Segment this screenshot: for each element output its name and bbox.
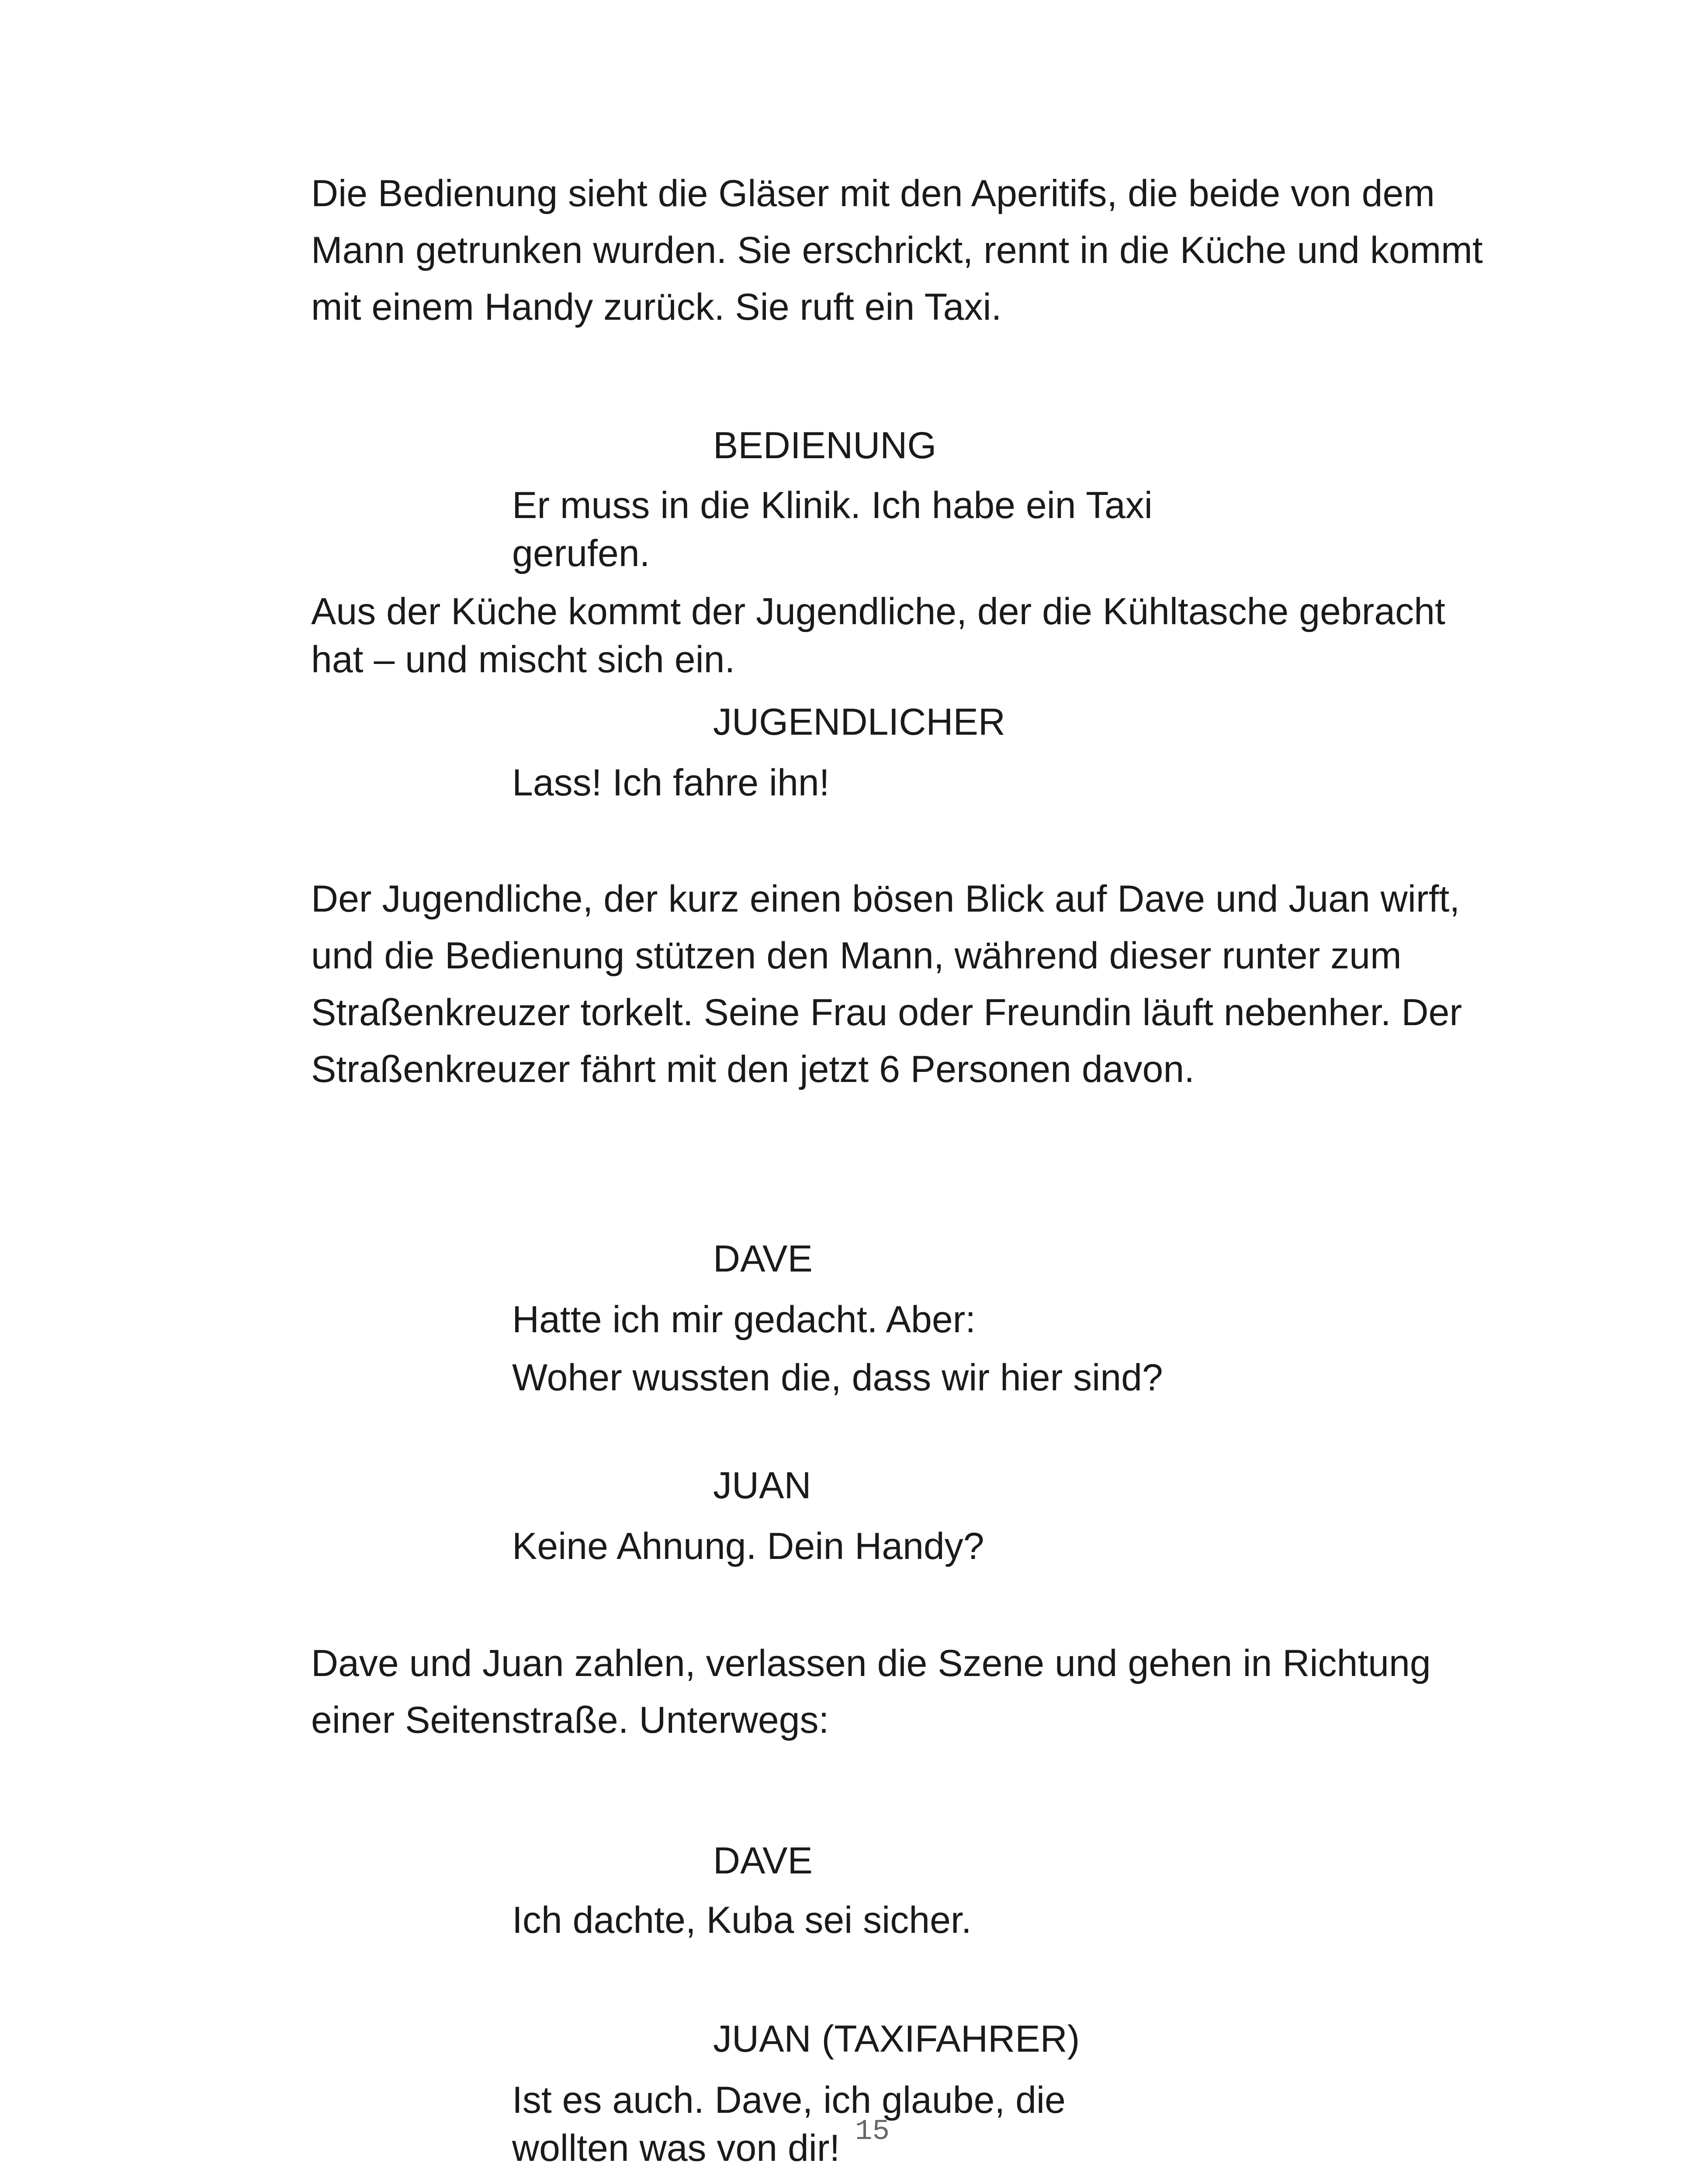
dialogue-line: Ist es auch. Dave, ich glaube, die wollten was von dir! bbox=[512, 2079, 1066, 2169]
character-name: BEDIENUNG bbox=[713, 425, 937, 467]
character-name: JUGENDLICHER bbox=[713, 701, 1005, 743]
character-name: DAVE bbox=[713, 1238, 813, 1280]
dialogue-line: Er muss in die Klinik. Ich habe ein Taxi gerufen. bbox=[512, 484, 1153, 574]
page-number: 15 bbox=[855, 2115, 890, 2148]
dialogue-line: Hatte ich mir gedacht. Aber: bbox=[512, 1299, 976, 1341]
dialogue-line: Lass! Ich fahre ihn! bbox=[512, 762, 830, 804]
action-paragraph: Dave und Juan zahlen, verlassen die Szene und gehen in Richtung einer Seitenstraße. Unterwegs: bbox=[311, 1642, 1431, 1741]
action-paragraph: Die Bedienung sieht die Gläser mit den Aperitifs, die beide von dem Mann getrunken wurden. Sie erschrickt, rennt in die Küche und kommt mit einem Handy zurück. Sie ruft ein Taxi. bbox=[311, 173, 1483, 328]
dialogue-line: Woher wussten die, dass wir hier sind? bbox=[512, 1357, 1163, 1399]
dialogue-line: Keine Ahnung. Dein Handy? bbox=[512, 1525, 984, 1567]
action-paragraph: Aus der Küche kommt der Jugendliche, der die Kühltasche gebracht hat – und mischt sich ein. bbox=[311, 591, 1445, 681]
character-name: JUAN (TAXIFAHRER) bbox=[713, 2018, 1080, 2060]
character-name: JUAN bbox=[713, 1465, 811, 1507]
character-name: DAVE bbox=[713, 1840, 813, 1882]
action-paragraph: Der Jugendliche, der kurz einen bösen Blick auf Dave und Juan wirft, und die Bedienung stützen den Mann, während dieser runter zum Straßenkreuzer torkelt. Seine Frau oder Freundin läuft nebenher. Der Straßenkreuzer fährt mit den jetzt 6 Personen davon. bbox=[311, 878, 1462, 1090]
dialogue-line: Ich dachte, Kuba sei sicher. bbox=[512, 1899, 972, 1941]
